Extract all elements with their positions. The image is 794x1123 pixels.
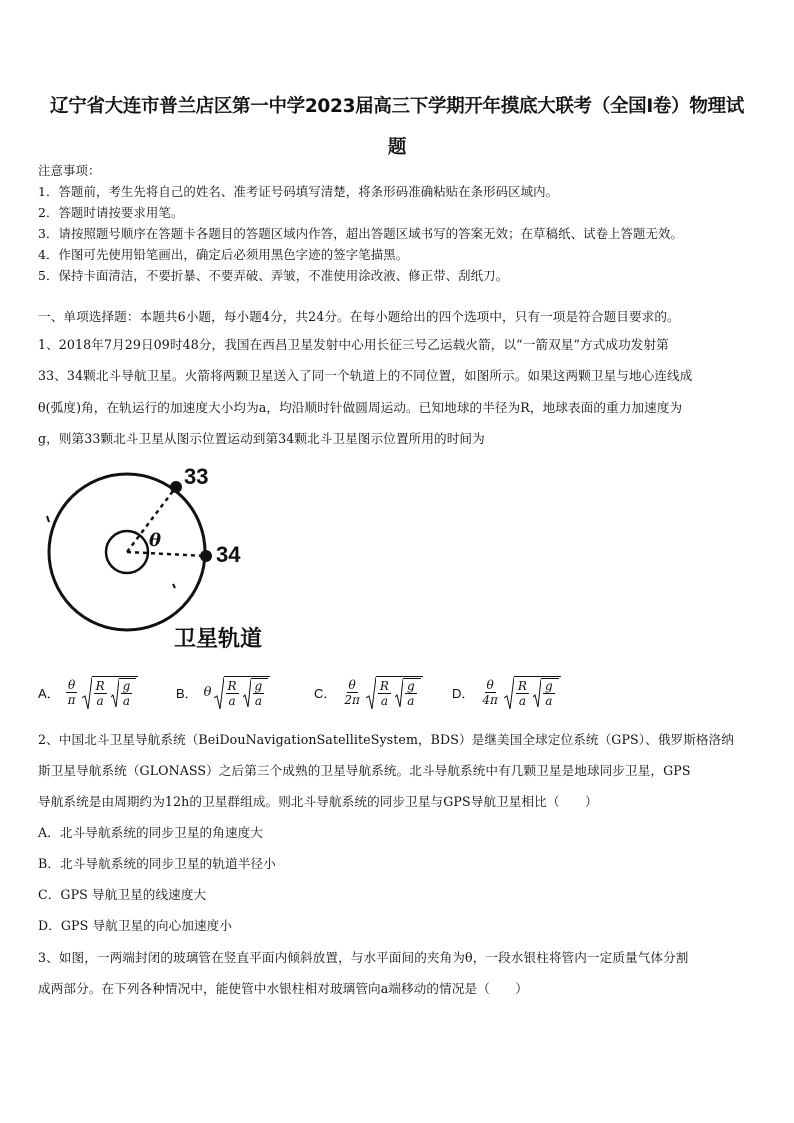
question-text: 成两部分。在下列各种情况中，能使管中水银柱相对玻璃管向a端移动的情况是（ ） xyxy=(38,981,528,996)
notes-heading: 注意事项： xyxy=(38,163,101,178)
notes-item: 4．作图可先使用铅笔画出，确定后必须用黑色字迹的签字笔描黑。 xyxy=(38,247,409,262)
option-c[interactable]: C．GPS 导航卫星的线速度大 xyxy=(38,887,207,902)
question-text: 3、如图，一两端封闭的玻璃管在竖直平面内倾斜放置，与水平面间的夹角为θ，一段水银柱将管内一定质量气体分割 xyxy=(38,950,689,965)
sqrt: $\frac{R}{a}$ $\frac{g}{a}$ xyxy=(214,676,271,708)
direction-mark xyxy=(47,516,49,522)
question-text: 2、中国北斗卫星导航系统（BeiDouNavigationSatelliteSystem，BDS）是继美国全球定位系统（GPS）、俄罗斯格洛纳 xyxy=(38,732,735,747)
title-line-1: 辽宁省大连市普兰店区第一中学2023届高三下学期开年摸底大联考（全国I卷）物理试 xyxy=(50,96,744,117)
question-text: 33、34颗北斗导航卫星。火箭将两颗卫星送入了同一个轨道上的不同位置，如图所示。如果这两颗卫星与地心连线成 xyxy=(38,368,693,383)
option-label: A． xyxy=(38,685,60,701)
option-d[interactable] xyxy=(452,672,561,712)
option-label: C． xyxy=(314,685,337,701)
question-text: g，则第33颗北斗卫星从图示位置运动到第34颗北斗卫星图示位置所用的时间为 xyxy=(38,431,485,446)
question-text: θ(弧度)角，在轨运行的加速度大小均为a，均沿顺时针做圆周运动。已知地球的半径为R，地球表面的重力加速度为 xyxy=(38,400,683,415)
angle-theta: θ xyxy=(149,530,162,551)
option-a[interactable]: A．北斗导航系统的同步卫星的角速度大 xyxy=(38,825,263,840)
theta: θ xyxy=(203,684,212,700)
notes-item: 2．答题时请按要求用笔。 xyxy=(38,205,184,220)
direction-mark xyxy=(173,584,175,588)
question-text: 斯卫星导航系统（GLONASS）之后第三个成熟的卫星导航系统。北斗导航系统中有几颗卫星是地球同步卫星，GPS xyxy=(38,763,691,778)
notes-item: 5．保持卡面清洁，不要折暴、不要弄破、弄皱，不准使用涂改液、修正带、刮纸刀。 xyxy=(38,268,509,283)
radius-to-34 xyxy=(127,552,206,556)
notes-item: 1．答题前，考生先将自己的姓名、准考证号码填写清楚，将条形码准确粘贴在条形码区域内。 xyxy=(38,184,559,199)
option-label: D． xyxy=(452,685,475,701)
fraction: $\frac{\theta}{2\pi}$ xyxy=(344,677,360,707)
label-34: 34 xyxy=(216,542,241,567)
option-label: B． xyxy=(176,685,198,701)
question-text: 1、2018年7月29日09时48分，我国在西昌卫星发射中心用长征三号乙运载火箭，以“一箭双星”方式成功发射第 xyxy=(38,337,669,352)
section-header: 一、单项选择题：本题共6小题，每小题4分，共24分。在每小题给出的四个选项中，只有一项是符合题目要求的。 xyxy=(38,309,680,324)
satellite-33 xyxy=(170,481,182,493)
option-c[interactable] xyxy=(314,672,423,712)
fraction: $\frac{\theta}{\pi}$ xyxy=(67,677,76,707)
notes-item: 3．请按照题号顺序在答题卡各题目的答题区域内作答，超出答题区域书写的答案无效；在草稿纸、试卷上答题无效。 xyxy=(38,226,684,241)
figure-caption: 卫星轨道 xyxy=(174,627,263,652)
title-line-2: 题 xyxy=(387,137,407,158)
satellite-orbit-figure xyxy=(40,466,280,656)
sqrt: $\frac{R}{a}$ $\frac{g}{a}$ xyxy=(504,676,561,708)
question-text: 导航系统是由周期约为12h的卫星群组成。则北斗导航系统的同步卫星与GPS导航卫星相比（ ） xyxy=(38,794,598,809)
option-d[interactable]: D．GPS 导航卫星的向心加速度小 xyxy=(38,918,233,933)
option-b[interactable] xyxy=(176,672,270,712)
sqrt: $\frac{R}{a}$ $\frac{g}{a}$ xyxy=(82,676,139,708)
option-b[interactable]: B．北斗导航系统的同步卫星的轨道半径小 xyxy=(38,856,276,871)
sqrt: $\frac{R}{a}$ $\frac{g}{a}$ xyxy=(366,676,423,708)
fraction: $\frac{\theta}{4\pi}$ xyxy=(482,677,498,707)
page-title xyxy=(30,86,764,168)
option-a[interactable] xyxy=(38,672,138,712)
satellite-34 xyxy=(200,550,212,562)
label-33: 33 xyxy=(184,466,209,489)
